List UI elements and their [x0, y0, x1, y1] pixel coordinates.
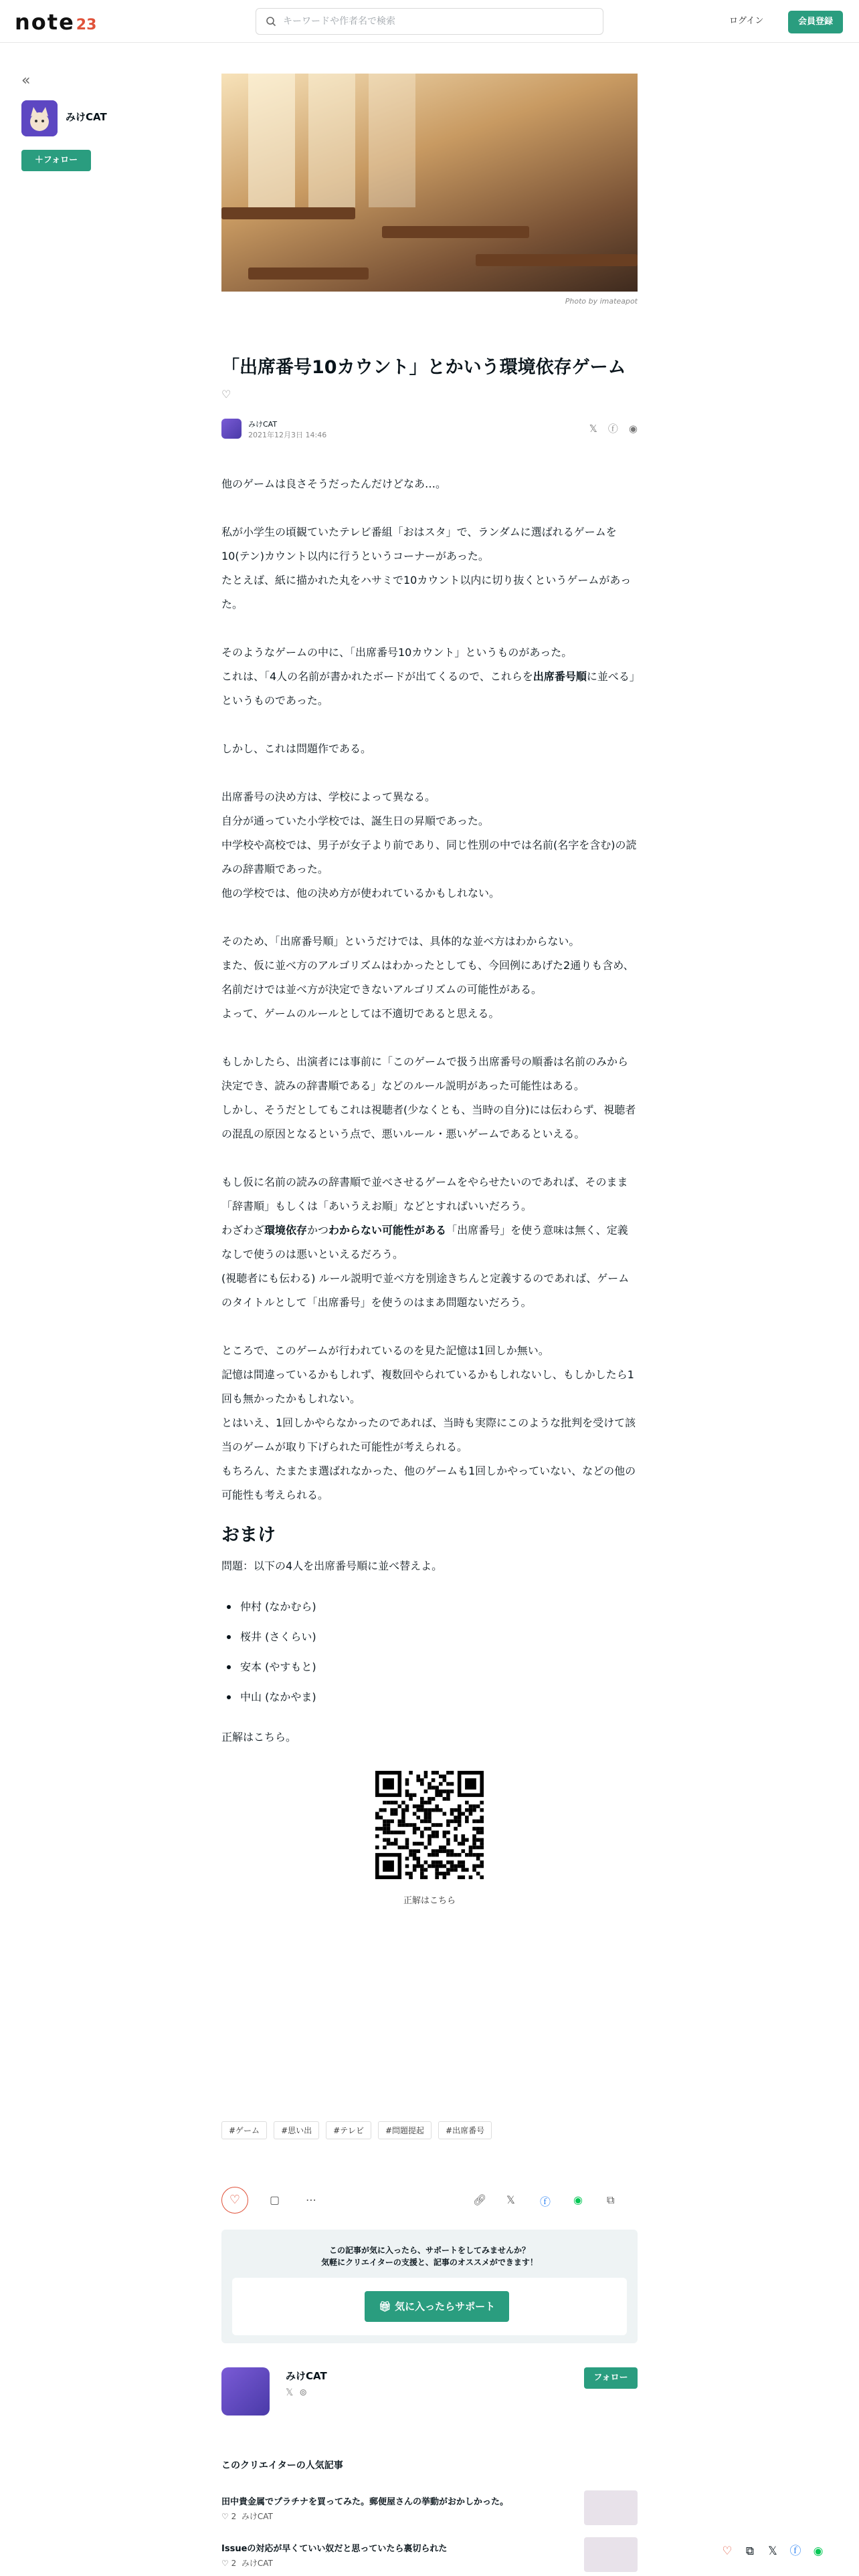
search-icon — [266, 16, 276, 27]
embed-icon[interactable]: ⧉ — [607, 2193, 615, 2206]
publish-date: 2021年12月3日 14:46 — [248, 431, 327, 439]
popular-item[interactable] — [221, 2541, 638, 2576]
more-icon[interactable]: ⋯ — [306, 2193, 316, 2206]
line-share-icon[interactable]: ◉ — [813, 2545, 824, 2558]
qr-caption: 正解はこちら — [403, 1896, 456, 1906]
popular-title: このクリエイターの人気記事 — [221, 2460, 343, 2471]
omake-heading: おまけ — [221, 1525, 276, 1545]
heart-icon[interactable]: ♡ — [221, 388, 231, 401]
signup-button[interactable]: 会員登録 — [788, 11, 843, 33]
sidebar-follow-button[interactable]: ＋フォロー — [21, 150, 91, 171]
qr-code[interactable] — [373, 1768, 486, 1882]
x-icon[interactable]: 𝕏 — [286, 2387, 294, 2398]
creator-social-icons — [286, 2387, 307, 2398]
popular-item-title[interactable]: 田中貴金属でプラチナを買ってみた。郵便屋さんの挙動がおかしかった。 — [221, 2497, 509, 2507]
tag[interactable]: #出席番号 — [438, 2121, 492, 2139]
article-body — [221, 472, 638, 1908]
creator-avatar[interactable] — [221, 2367, 270, 2416]
author-name[interactable]: みけCAT — [248, 420, 278, 429]
window-pane — [308, 74, 355, 207]
tag[interactable]: #問題提起 — [378, 2121, 432, 2139]
paragraph: とはいえ、1回しかやらなかったのであれば、当時も実際にこのような批判を受けて該当のゲームが取り下げられた可能性が考えられる。 — [221, 1416, 636, 1453]
paragraph: ところで、このゲームが行われているのを見た記憶は1回しか無い。 — [221, 1344, 549, 1357]
list-item: 安本 (やすもと) — [221, 1652, 638, 1682]
article-actions — [221, 2187, 638, 2214]
popular-item-meta: ♡ 2 みけCAT — [221, 2512, 273, 2521]
paragraph: たとえば、紙に描かれた丸をハサミで10カウント以内に切り抜くというゲームがあった。 — [221, 574, 632, 611]
paragraph: 記憶は間違っているかもしれず、複数回やられているかもしれないし、もしかしたら1回も無かったかもしれない。 — [221, 1368, 634, 1405]
line-share-icon[interactable]: ◉ — [628, 423, 638, 435]
heart-icon[interactable]: ♡ — [722, 2545, 733, 2558]
paragraph: わざわざ環境依存かつわからない可能性がある「出席番号」を使う意味は無く、定義なしで使うのは悪いといえるだろう。 — [221, 1224, 628, 1261]
comment-icon[interactable]: ▢ — [270, 2193, 280, 2206]
tag[interactable]: #ゲーム — [221, 2121, 267, 2139]
list-item: 仲村 (なかむら) — [221, 1592, 638, 1622]
paragraph: 出席番号の決め方は、学校によって異なる。 — [221, 790, 436, 803]
desk — [248, 267, 369, 280]
tag[interactable]: #テレビ — [326, 2121, 371, 2139]
line-share-icon[interactable]: ◉ — [573, 2193, 583, 2206]
paragraph: よって、ゲームのルールとしては不適切であると思える。 — [221, 1007, 500, 1020]
facebook-share-icon[interactable]: ⓕ — [789, 2545, 801, 2558]
facebook-share-icon[interactable]: ⓕ — [540, 2195, 551, 2208]
paragraph: また、仮に並べ方のアルゴリズムはわかったとしても、今回例にあげた2通りも含め、名前だけでは並べ方が決定できないアルゴリズムの可能性がある。 — [221, 959, 634, 996]
support-card — [232, 2278, 627, 2335]
support-line1: この記事が気に入ったら、サポートをしてみませんか？ — [328, 2246, 530, 2255]
cat-avatar-icon — [21, 100, 58, 136]
x-share-icon[interactable]: 𝕏 — [589, 423, 597, 435]
site-header — [0, 0, 859, 43]
window-pane — [369, 74, 415, 207]
popular-item-thumbnail[interactable] — [584, 2490, 638, 2525]
list-item: 桜井 (さくらい) — [221, 1622, 638, 1652]
qr-code-image — [375, 1771, 484, 1879]
answer-text: 正解はこちら。 — [221, 1731, 297, 1743]
popular-item-title[interactable]: Issueの対応が早くていい奴だと思っていたら裏切られた — [221, 2544, 448, 2554]
floating-action-bar — [716, 2541, 850, 2564]
collapse-sidebar-icon[interactable]: « — [21, 72, 31, 89]
popular-item[interactable] — [221, 2494, 638, 2535]
list-item: 中山 (なかやま) — [221, 1682, 638, 1712]
author-avatar[interactable] — [21, 100, 58, 136]
creator-name[interactable]: みけCAT — [286, 2370, 327, 2382]
desk — [476, 254, 638, 266]
desk — [382, 226, 529, 238]
paragraph: 私が小学生の頃観ていたテレビ番組「おはスタ」で、ランダムに選ばれるゲームを10(テン)カウント以内に行うというコーナーがあった。 — [221, 526, 617, 562]
author-row — [221, 417, 638, 441]
x-share-icon[interactable]: 𝕏 — [506, 2193, 515, 2206]
paragraph: (視聴者にも伝わる) ルール説明で並べ方を別途きちんと定義するのであれば、ゲームのタイトルとして「出席番号」を使うのはまあ問題ないだろう。 — [221, 1272, 630, 1309]
support-button[interactable]: 🎁︎ 気に入ったらサポート — [365, 2291, 509, 2322]
popular-item-thumbnail[interactable] — [584, 2537, 638, 2572]
note-logo[interactable]: note23 — [15, 9, 97, 35]
paragraph: 自分が通っていた小学校では、誕生日の昇順であった。 — [221, 815, 489, 827]
paragraph: しかし、そうだとしてもこれは視聴者(少なくとも、当時の自分)には伝わらず、視聴者の混乱の原因となるという点で、悪いルール・悪いゲームであるといえる。 — [221, 1103, 636, 1140]
x-share-icon[interactable]: 𝕏 — [768, 2545, 777, 2558]
sidebar-author-name[interactable]: みけCAT — [66, 111, 107, 123]
author-avatar-small[interactable] — [221, 419, 242, 439]
photo-credit[interactable]: Photo by imateapot — [565, 297, 638, 306]
paragraph: そのようなゲームの中に、「出席番号10カウント」というものがあった。 — [221, 646, 573, 659]
paragraph: これは、「4人の名前が書かれたボードが出てくるので、これらを出席番号順に並べる」というものであった。 — [221, 670, 635, 707]
qr-figure — [221, 1768, 638, 1908]
hero-image — [221, 74, 638, 292]
popular-item-meta: ♡ 2 みけCAT — [221, 2559, 273, 2568]
rss-icon[interactable]: ⊚ — [299, 2387, 307, 2398]
desk — [221, 207, 355, 219]
paragraph: 他の学校では、他の決め方が使われているかもしれない。 — [221, 887, 500, 899]
search-input[interactable] — [283, 9, 591, 34]
omake-question: 問題：以下の4人を出席番号順に並べ替えよ。 — [221, 1560, 443, 1572]
login-link[interactable]: ログイン — [729, 16, 764, 26]
bookmark-icon[interactable]: ⧉ — [745, 2545, 755, 2558]
paragraph: もし仮に名前の読みの辞書順で並べさせるゲームをやらせたいのであれば、そのまま「辞書順」もしくは「あいうえお順」などとすればいいだろう。 — [221, 1176, 628, 1212]
support-box — [221, 2230, 638, 2343]
search-box[interactable] — [256, 8, 603, 35]
facebook-share-icon[interactable]: ⓕ — [607, 423, 618, 435]
article-title: 「出席番号10カウント」とかいう環境依存ゲーム — [221, 357, 626, 378]
link-icon[interactable]: 🔗︎ — [473, 2193, 487, 2206]
paragraph: そのため、「出席番号順」というだけでは、具体的な並べ方はわからない。 — [221, 935, 580, 948]
paragraph: もしかしたら、出演者には事前に「このゲームで扱う出席番号の順番は名前のみから決定でき、読みの辞書順である」などのルール説明があった可能性はある。 — [221, 1055, 629, 1092]
paragraph: 他のゲームは良さそうだったんだけどなあ…。 — [221, 477, 447, 490]
creator-follow-button[interactable]: フォロー — [584, 2367, 638, 2389]
support-line2: 気軽にクリエイターの支援と、記事のオススメができます！ — [321, 2258, 538, 2267]
paragraph: しかし、これは問題作である。 — [221, 742, 372, 755]
tag-list — [221, 2121, 638, 2139]
like-button[interactable]: ♡ — [221, 2187, 248, 2214]
name-list — [221, 1592, 638, 1712]
window-pane — [248, 74, 295, 207]
share-icons — [579, 421, 638, 435]
paragraph: 中学校や高校では、男子が女子より前であり、同じ性別の中では名前(名字を含む)の読みの辞書順であった。 — [221, 839, 637, 875]
tag[interactable]: #思い出 — [274, 2121, 319, 2139]
creator-profile — [221, 2367, 638, 2428]
paragraph: もちろん、たまたま選ばれなかった、他のゲームも1回しかやっていない、などの他の可能性も考えられる。 — [221, 1465, 636, 1501]
